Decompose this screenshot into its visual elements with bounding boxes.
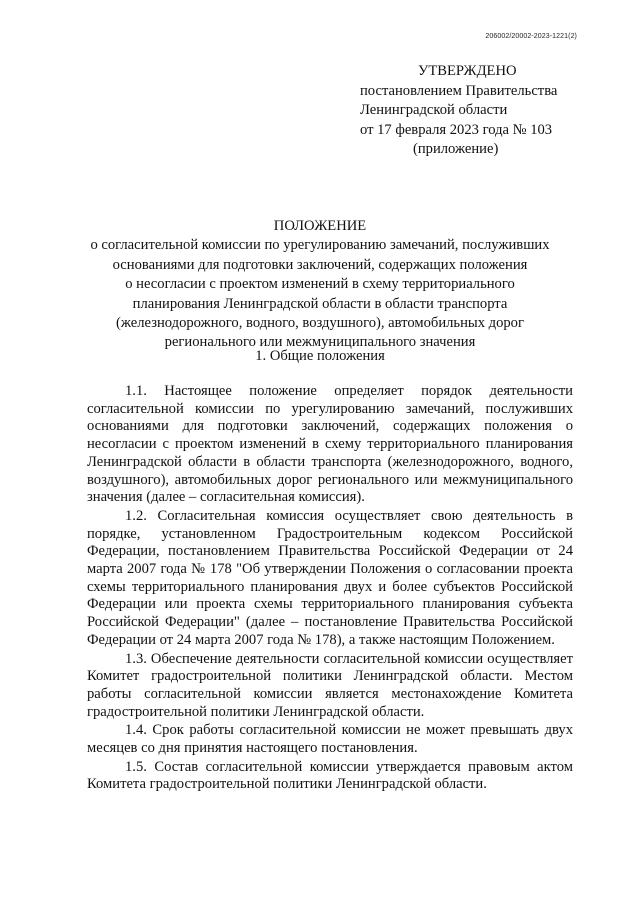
heading-line: основаниями для подготовки заключений, содержащих положения [112, 256, 528, 273]
heading-line: регионального или межмуниципального значения [164, 334, 476, 351]
paragraph-1-4: 1.4. Срок работы согласительной комиссии не может превышать двух месяцев со дня принятия настоящего постановления. [87, 722, 573, 757]
paragraph-1-2: 1.2. Согласительная комиссия осуществляет свою деятельность в порядке, установленном Градостроительным кодексом Российской Федерации, постановлением Правительства Российской Федерации от 24 марта 2007 года № 178 "Об утверждении Положения о согласовании проекта схемы территориального планирования двух и более субъектов Российской Федерации или проекта схемы территориального планирования субъекта Российской Федерации" (далее – постановление Правительства Российской Федерации от 24 марта 2007 года № 178), а также настоящим Положением. [87, 507, 573, 648]
paragraph-1-3: 1.3. Обеспечение деятельности согласительной комиссии осуществляет Комитет градостроительной политики Ленинградской области. Местом работы согласительной комиссии является местонахождение Комитета градостроительной политики Ленинградской области. [87, 650, 573, 720]
approval-title: УТВЕРЖДЕНО [418, 63, 517, 79]
paragraph-1-1: 1.1. Настоящее положение определяет порядок деятельности согласительной комиссии по урегулированию замечаний, послуживших основаниями для подготовки заключений, содержащих положения о несогласии с проектом изменений в схему территориального планирования Ленинградской области в области транспорта (железнодорожного, водного, воздушного), автомобильных дорог регионального или межмуниципального значения (далее – согласительная комиссия). [87, 383, 573, 506]
document-registration-code: 206002/20002-2023-1221(2) [485, 33, 577, 40]
heading-line: планирования Ленинградской области в области транспорта [132, 295, 508, 312]
paragraph-1-5: 1.5. Состав согласительной комиссии утверждается правовым актом Комитета градостроительной политики Ленинградской области. [87, 758, 573, 793]
heading-line: о согласительной комиссии по урегулированию замечаний, послуживших [90, 237, 550, 254]
approval-line-3: от 17 февраля 2023 года № 103 [360, 121, 553, 138]
document-body [87, 383, 573, 795]
heading-line: (железнодорожного, водного, воздушного), автомобильных дорог [116, 315, 524, 332]
approval-line-2: Ленинградской области [360, 102, 508, 118]
section-title: 1. Общие положения [255, 348, 385, 364]
document-heading [60, 217, 580, 353]
approval-annex: (приложение) [413, 141, 499, 157]
approval-stamp-block [360, 62, 590, 160]
heading-line: о несогласии с проектом изменений в схему территориального [125, 276, 515, 293]
approval-line-1: постановлением Правительства [360, 82, 558, 99]
heading-title: ПОЛОЖЕНИЕ [273, 218, 367, 234]
